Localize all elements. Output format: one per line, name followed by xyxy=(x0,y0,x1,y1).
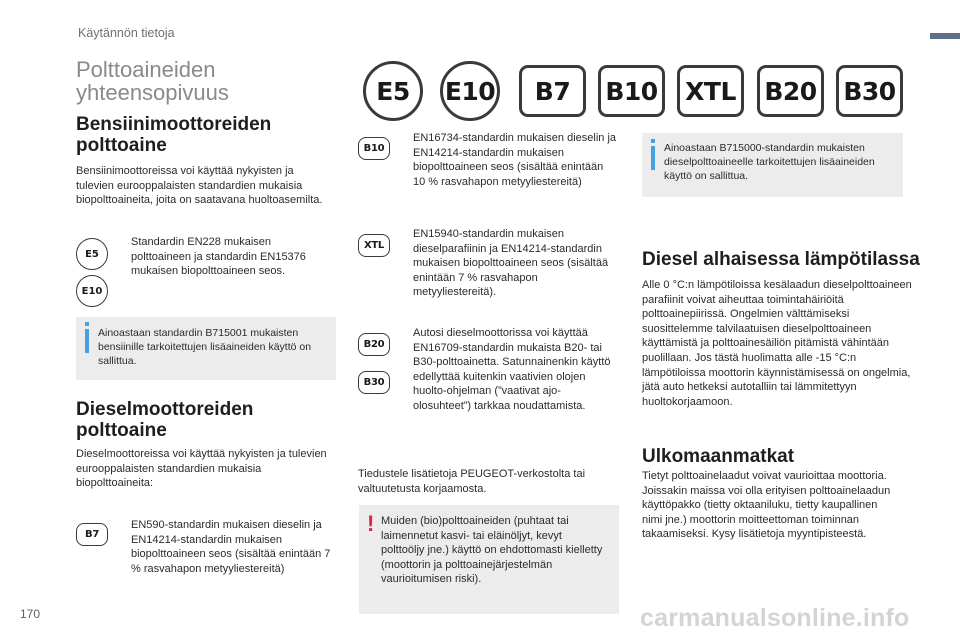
diesel-badge-b7: B7 xyxy=(76,523,108,546)
fuel-badge-e10: E10 xyxy=(440,61,500,121)
diesel-section-title: Dieselmoottoreiden polttoaine xyxy=(76,399,254,441)
petrol-additives-infobox xyxy=(76,317,336,380)
cold-weather-text: Alle 0 °C:n lämpötiloissa kesälaadun dieselpolttoaineen parafiinit voivat aiheuttaa toimintahäiriöitä polttoainepiirissä. Ongelmien välttämiseksi suosittelemme talvilaatuisen dieselpolttoaineen käyttämistä ja polttoainesäiliön pitämistä vähintään puolillaan. Jos tästä huolimatta alle -15 °C:n lämpötiloissa moottorin käynnistämisessä on ongelmia, jätä auto hetkeksi autotalliin tai lämmitettyyn huoltokorjaamoon. xyxy=(642,279,912,408)
fuel-badge-b20: B20 xyxy=(757,65,824,117)
running-header: Käytännön tietoja xyxy=(78,26,175,40)
diesel-badge-b10: B10 xyxy=(358,137,390,160)
diesel-badge-xtl: XTL xyxy=(358,234,390,257)
more-info-text: Tiedustele lisätietoja PEUGEOT-verkostolta tai valtuutetusta korjaamosta. xyxy=(358,468,586,495)
diesel-additives-info: Ainoastaan B715000-standardin mukaisten dieselpolttoaineelle tarkoitettujen lisäaineiden käyttö on sallittua. xyxy=(664,142,875,182)
abroad-title: Ulkomaanmatkat xyxy=(642,446,795,467)
header-accent-bar xyxy=(930,33,960,39)
warning-icon: ! xyxy=(367,511,375,536)
petrol-badge-e5: E5 xyxy=(76,238,108,270)
diesel-intro: Dieselmoottoreissa voi käyttää nykyisten ja tulevien eurooppalaisten standardien mukaisia biopolttoaineita: xyxy=(76,448,327,490)
page-title: Polttoaineiden yhteensopivuus xyxy=(76,57,229,105)
warning-text: Muiden (bio)polttoaineiden (puhtaat tai laimennetut kasvi- tai eläinöljyt, kevyt polttoöljy jne.) käyttö on ehdottomasti kielletty (moottorin ja polttoainejärjestelmän vaurioitumisen riski). xyxy=(381,515,603,586)
fuel-badge-b7: B7 xyxy=(519,65,586,117)
b20-b30-text: Autosi dieselmoottorissa voi käyttää EN16709-standardin mukaista B20- tai B30-polttoainetta. Satunnainenkin käyttö edellyttää kuitenkin vaativien olojen huolto-ohjelman (”vaativat ajo-olosuhteet”) tarkkaa noudattamista. xyxy=(413,327,611,412)
fuel-badge-xtl: XTL xyxy=(677,65,744,117)
info-icon xyxy=(651,146,655,170)
watermark: carmanualsonline.info xyxy=(640,604,910,632)
b10-text: EN16734-standardin mukaisen dieselin ja EN14214-standardin mukaisen biopolttoaineen seos (sisältää enintään 10 % rasvahapon metyyliestereitä) xyxy=(413,132,617,188)
petrol-badge-e10: E10 xyxy=(76,275,108,307)
diesel-badge-b20: B20 xyxy=(358,333,390,356)
warning-box xyxy=(359,505,619,614)
petrol-additives-info: Ainoastaan standardin B715001 mukaisten bensiinille tarkoitettujen lisäaineiden käyttö on sallittua. xyxy=(98,327,312,367)
page-number: 170 xyxy=(20,607,41,621)
abroad-text: Tietyt polttoainelaadut voivat vaurioittaa moottoria. Joissakin maissa voi olla erityisen polttoainelaadun käyttöpakko (tietty oktaaniluku, tietty kaupallinen nimi jne.) moottorin moitteettoman toiminnan takaamiseksi. Kysy lisätietoja myyntipisteestä. xyxy=(642,470,891,541)
petrol-section-title: Bensiinimoottoreiden polttoaine xyxy=(76,114,272,156)
diesel-additives-infobox xyxy=(642,133,903,197)
cold-weather-title: Diesel alhaisessa lämpötilassa xyxy=(642,249,920,270)
fuel-badge-e5: E5 xyxy=(363,61,423,121)
xtl-text: EN15940-standardin mukaisen dieselparafiinin ja EN14214-standardin mukaisen biopolttoaineen seos (sisältää enintään 7 % rasvahapon metyyliestereitä). xyxy=(413,228,609,299)
diesel-b7-text: EN590-standardin mukaisen dieselin ja EN14214-standardin mukaisen biopolttoaineen seos (sisältää enintään 7 % rasvahapon metyyliestereitä) xyxy=(131,519,331,575)
petrol-standard-text: Standardin EN228 mukaisen polttoaineen ja standardin EN15376 mukaisen biopolttoaineen seos. xyxy=(131,236,306,278)
fuel-badge-b30: B30 xyxy=(836,65,903,117)
diesel-badge-b30: B30 xyxy=(358,371,390,394)
info-icon xyxy=(85,329,89,353)
petrol-intro: Bensiinimoottoreissa voi käyttää nykyisten ja tulevien eurooppalaisten standardien mukaisia biopolttoaineita, joita on saatavana huoltoasemilta. xyxy=(76,165,323,207)
fuel-badge-b10: B10 xyxy=(598,65,665,117)
